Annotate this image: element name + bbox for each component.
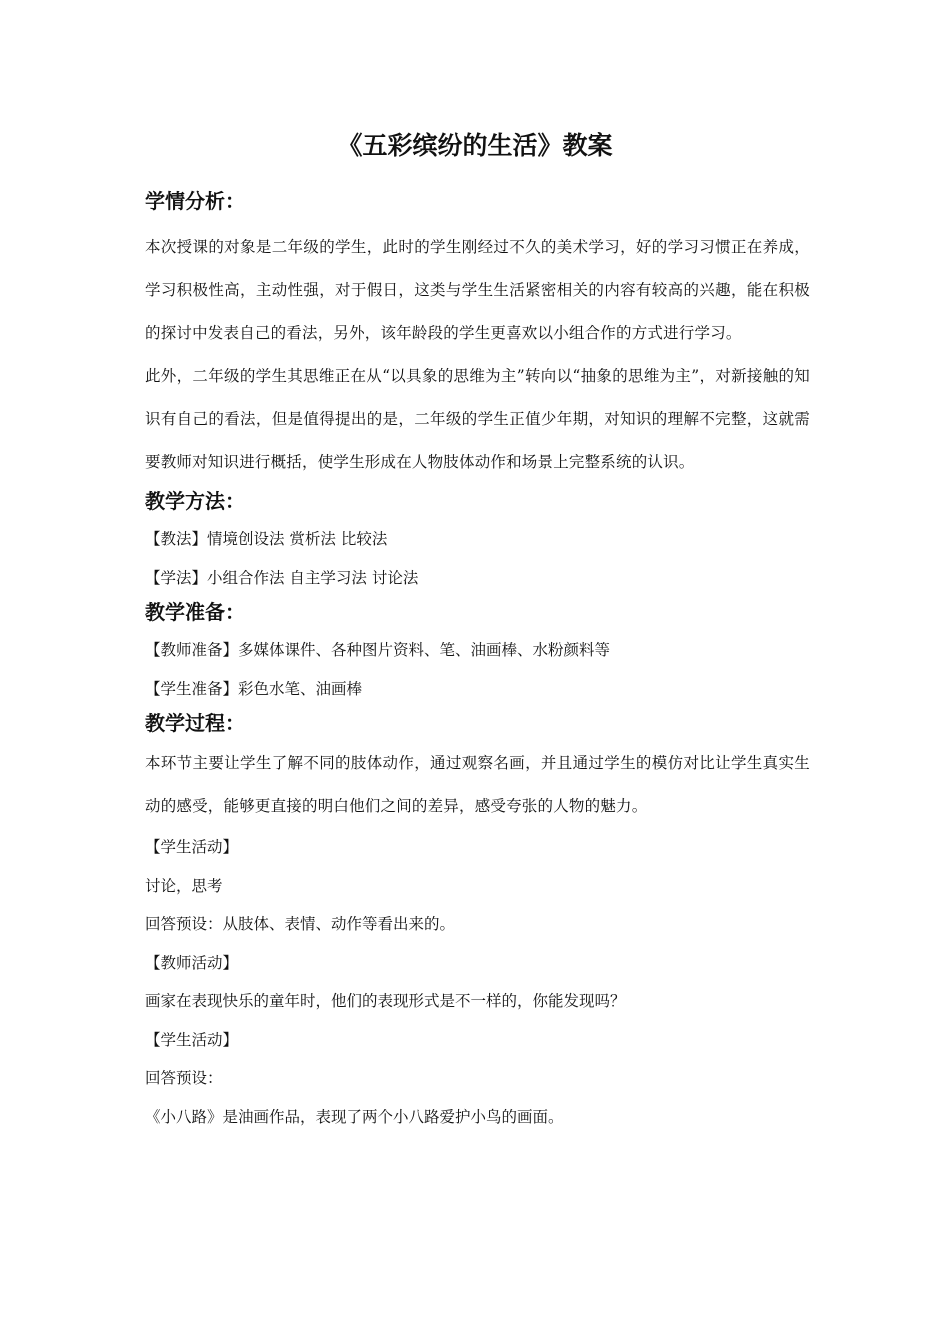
analysis-paragraph-1: 本次授课的对象是二年级的学生，此时的学生刚经过不久的美术学习，好的学习习惯正在养成，学习积极性高，主动性强，对于假日，这类与学生生活紧密相关的内容有较高的兴趣，能在积极的探讨中发表自己的看法，另外，该年龄段的学生更喜欢以小组合作的方式进行学习。 <box>145 238 810 342</box>
process-intro: 本环节主要让学生了解不同的肢体动作，通过观察名画，并且通过学生的模仿对比让学生真实生动的感受，能够更直接的明白他们之间的差异，感受夸张的人物的魅力。 <box>145 754 810 815</box>
student-activity-label-2: 【学生活动】 <box>145 1030 239 1049</box>
heading-preparation: 教学准备： <box>145 600 245 624</box>
teaching-method: 【教法】情境创设法 赏析法 比较法 <box>145 530 388 548</box>
analysis-paragraph-2: 此外，二年级的学生其思维正在从“以具象的思维为主”转向以“抽象的思维为主”，对新接触的知识有自己的看法，但是值得提出的是，二年级的学生正值少年期，对知识的理解不完整，这就需要教师对知识进行概括，使学生形成在人物肢体动作和场景上完整系统的认识。 <box>145 367 810 471</box>
painting-description: 《小八路》是油画作品，表现了两个小八路爱护小鸟的画面。 <box>145 1107 564 1126</box>
teacher-preparation: 【教师准备】多媒体课件、各种图片资料、笔、油画棒、水粉颜料等 <box>145 641 611 659</box>
heading-methods: 教学方法： <box>145 489 245 513</box>
document-body <box>145 186 810 1136</box>
teacher-activity-label: 【教师活动】 <box>145 953 239 972</box>
document-title: 《五彩缤纷的生活》教案 <box>337 131 613 160</box>
heading-analysis: 学情分析： <box>145 189 245 213</box>
discussion-text: 讨论，思考 <box>145 876 223 895</box>
answer-preset-1: 回答预设：从肢体、表情、动作等看出来的。 <box>145 915 456 933</box>
answer-preset-2: 回答预设： <box>145 1069 223 1087</box>
student-preparation: 【学生准备】彩色水笔、油画棒 <box>145 679 363 698</box>
student-activity-label-1: 【学生活动】 <box>145 838 239 856</box>
heading-process: 教学过程： <box>145 711 245 735</box>
teacher-question: 画家在表现快乐的童年时，他们的表现形式是不一样的，你能发现吗？ <box>145 992 626 1010</box>
learning-method: 【学法】小组合作法 自主学习法 讨论法 <box>145 568 419 587</box>
